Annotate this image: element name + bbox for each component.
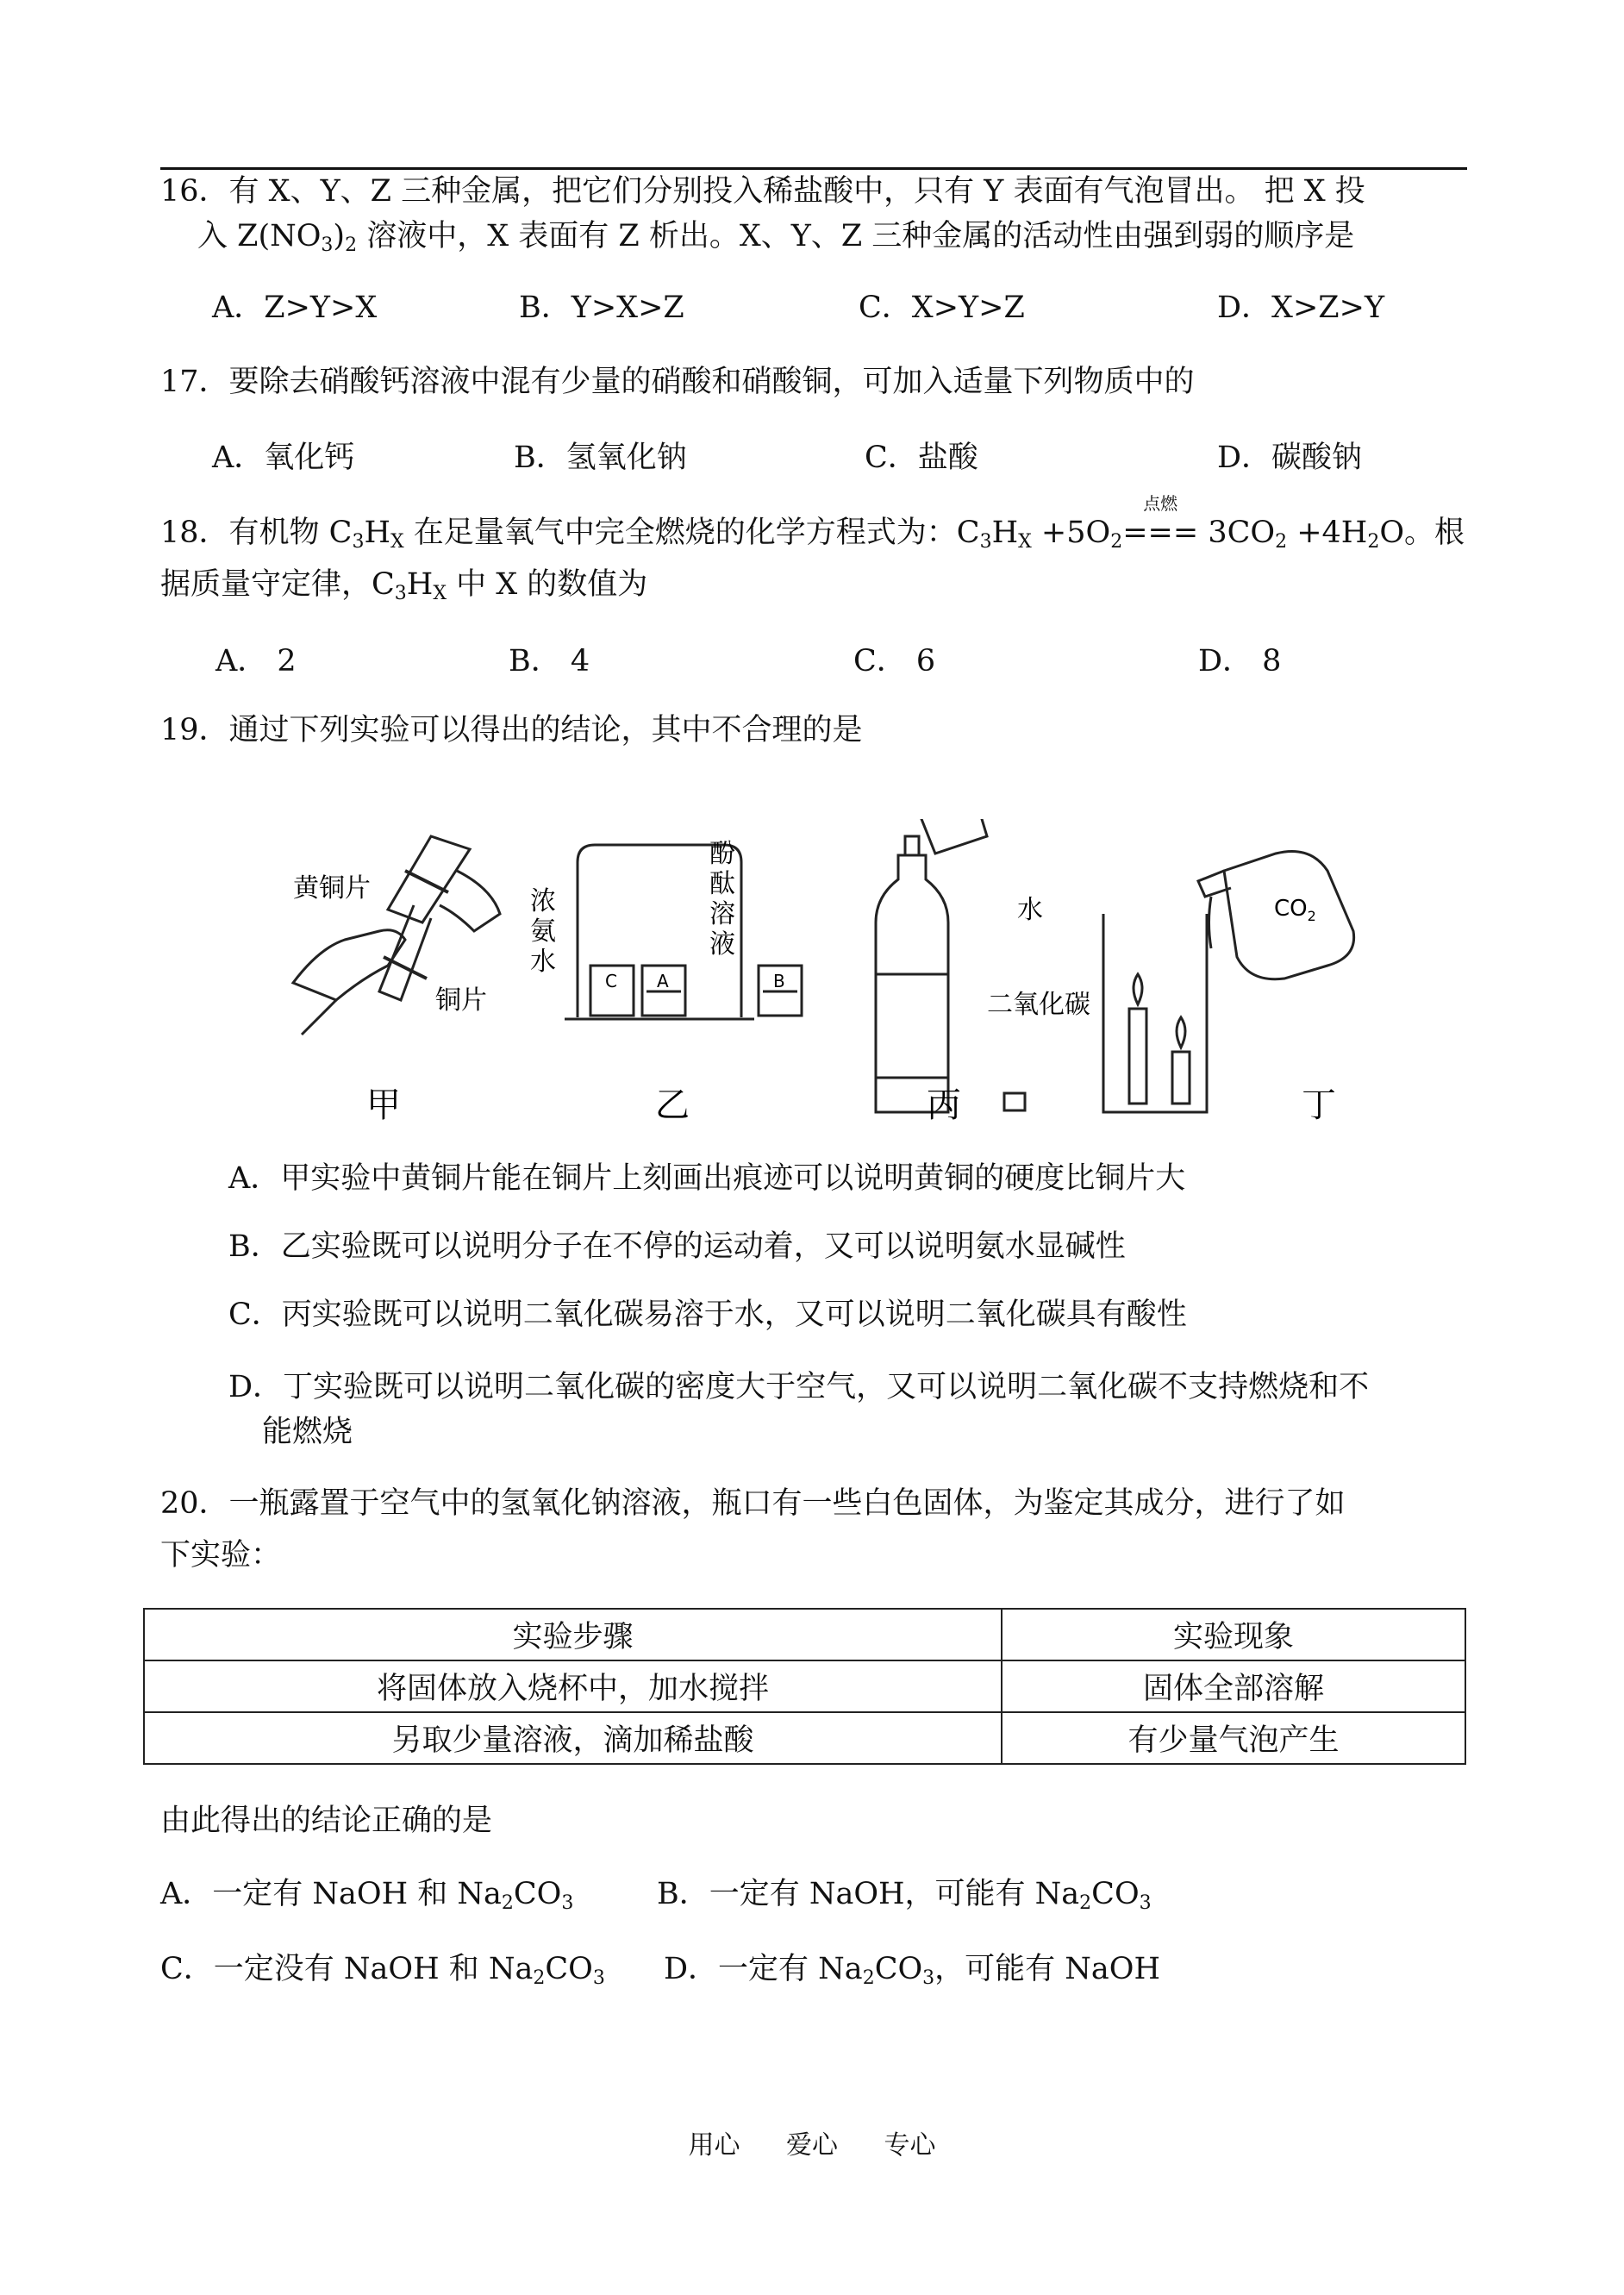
label-ding: 丁	[1302, 1085, 1336, 1125]
q20-stem-line2: 下实验：	[160, 1538, 282, 1573]
q20-stem-line1: 20．一瓶露置于空气中的氢氧化钠溶液，瓶口有一些白色固体，为鉴定其成分，进行了如	[160, 1486, 1346, 1521]
label-tongpian: 铜片	[435, 985, 487, 1016]
table-header-cell: 实验步骤	[144, 1609, 1002, 1660]
beaker-b-label: B	[773, 971, 785, 991]
label-rong: 溶	[709, 899, 735, 929]
q20-option-c: C．一定没有 NaOH 和 $Na_2CO_3$	[160, 1952, 605, 1989]
q19-option-d-line2: 能燃烧	[262, 1415, 353, 1449]
label-nong: 浓	[530, 886, 556, 916]
q16-stem-line2: 入 $Z(NO_3)_2$ 溶液中，X 表面有 Z 析出。X、Y、Z 三种金属的活动性由强到弱的顺序是	[197, 219, 1355, 256]
footer-text: 爱心	[786, 2130, 838, 2161]
table-cell: 固体全部溶解	[1002, 1660, 1465, 1712]
q19-stem: 19．通过下列实验可以得出的结论，其中不合理的是	[160, 713, 863, 747]
q16-option-c: C．X>Y>Z	[859, 291, 1025, 325]
beaker-a-label: A	[657, 971, 669, 991]
q16-stem-line1: 16．有 X、Y、Z 三种金属，把它们分别投入稀盐酸中，只有 Y 表面有气泡冒出。 把 X 投	[160, 174, 1365, 209]
table-row	[144, 1660, 1465, 1712]
footer-text: 用心	[688, 2130, 740, 2161]
q18-option-d: D． 8	[1198, 644, 1282, 678]
q17-option-c: C．盐酸	[865, 441, 978, 475]
q16-option-b: B．Y>X>Z	[519, 291, 684, 325]
q20-option-a: A．一定有 NaOH 和 $Na_2CO_3$	[160, 1877, 574, 1914]
q19-option-c: C．丙实验既可以说明二氧化碳易溶于水，又可以说明二氧化碳具有酸性	[228, 1298, 1187, 1332]
q19-option-d-line1: D．丁实验既可以说明二氧化碳的密度大于空气，又可以说明二氧化碳不支持燃烧和不	[228, 1370, 1370, 1404]
table-cell: 将固体放入烧杯中，加水搅拌	[144, 1660, 1002, 1712]
label-ye: 液	[709, 929, 735, 960]
reaction-condition: 点燃 ===	[1122, 493, 1199, 550]
q17-option-d: D．碳酸钠	[1217, 441, 1363, 475]
q16-option-d: D．X>Z>Y	[1217, 291, 1385, 325]
experiment-bing	[876, 819, 1025, 1112]
table-row	[144, 1712, 1465, 1764]
q18-stem-line1: 18．有机物 $C_3H_X$ 在足量氧气中完全燃烧的化学方程式为：$C_3H_X +5O_2$ 点燃 === $3CO_2 +4H_2O$。根	[160, 493, 1465, 553]
label-co2-name: 二氧化碳	[987, 990, 1090, 1020]
experiment-ding	[1103, 852, 1354, 1113]
label-co2-bottle: $CO_2$	[1274, 896, 1316, 924]
label-tai: 酞	[709, 869, 735, 899]
q17-option-b: B．氢氧化钠	[514, 441, 687, 475]
table-cell: 另取少量溶液，滴加稀盐酸	[144, 1712, 1002, 1764]
experiment-yi	[565, 845, 802, 1019]
q18-stem-line2: 据质量守定律，$C_3H_X$ 中 X 的数值为	[160, 567, 648, 604]
table-header-cell: 实验现象	[1002, 1609, 1465, 1660]
label-shui: 水	[1017, 895, 1043, 925]
footer-text: 专心	[884, 2130, 936, 2161]
label-jia: 甲	[366, 1085, 401, 1125]
table-header-row	[144, 1609, 1465, 1660]
label-fen: 酚	[709, 839, 735, 869]
q17-option-a: A．氧化钙	[212, 441, 355, 475]
header-rule	[160, 167, 1467, 170]
label-huangtong: 黄铜片	[293, 873, 371, 904]
label-bing: 丙	[927, 1085, 961, 1125]
q20-option-d: D．一定有 $Na_2CO_3$，可能有 NaOH	[664, 1952, 1161, 1989]
q19-option-a: A．甲实验中黄铜片能在铜片上刻画出痕迹可以说明黄铜的硬度比铜片大	[228, 1161, 1186, 1196]
q16-option-a: A．Z>Y>X	[212, 291, 378, 325]
q20-option-b: B．一定有 NaOH，可能有 $Na_2CO_3$	[657, 1877, 1152, 1914]
page-footer	[0, 2123, 1624, 2161]
q18-option-c: C． 6	[853, 644, 936, 678]
q19-option-b: B．乙实验既可以说明分子在不停的运动着，又可以说明氨水显碱性	[228, 1229, 1126, 1264]
label-an: 氨	[530, 916, 556, 947]
table-cell: 有少量气泡产生	[1002, 1712, 1465, 1764]
experiment-table	[143, 1608, 1466, 1765]
q18-option-b: B． 4	[509, 644, 590, 678]
beaker-c-label: C	[605, 971, 617, 991]
label-shui-yi: 水	[530, 947, 556, 977]
q17-stem: 17．要除去硝酸钙溶液中混有少量的硝酸和硝酸铜，可加入适量下列物质中的	[160, 365, 1195, 399]
label-yi: 乙	[655, 1085, 690, 1125]
q18-option-a: A． 2	[215, 644, 297, 678]
q19-experiment-figure	[284, 819, 1457, 1129]
q20-conclusion: 由此得出的结论正确的是	[160, 1804, 493, 1838]
